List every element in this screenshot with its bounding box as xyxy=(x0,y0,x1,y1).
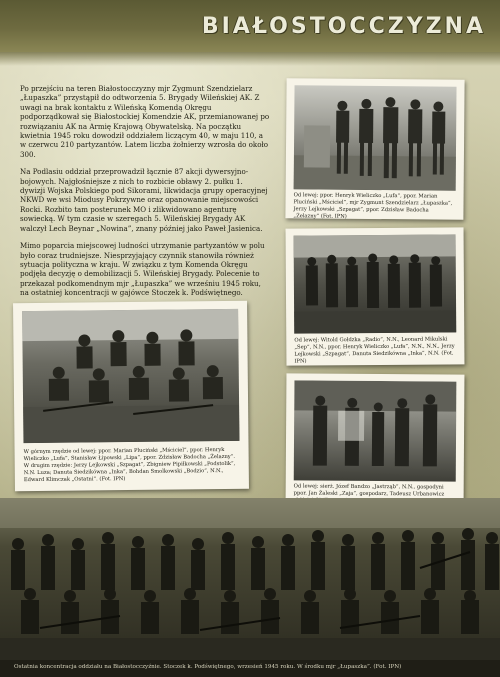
photo-caption-top-right: Od lewej: ppor. Henryk Wieliczko „Lufa”, ppor. Marian Pluciński „Mściciel”, mjr Zygmunt Szendzielarz „Łupaszka”, Jerzy Lejkowski „Szpagat”, ppor. Zdzisław Badocha „Żelazny” (Fot. IPN) xyxy=(293,192,453,220)
paragraph-2: Na Podlasiu oddział przeprowadził łącznie 87 akcji dywersyjno-bojowych. Najgłośniejsze z nich to rozbicie obławy 2. pułku 1. dywizji Wojska Polskiego pod Sikorami, likwidacja grupy operacyjnej NKWD we wsi Miodusy Pokrzywne oraz opanowanie miejscowości Rocki. Rozbito tam posterunek MO i zlikwidowano agenturę sowiecką. W tym czasie w szeregach 5. Wileńskiej Brygady AK walczył Lech Beynar „Nowina”, znany później jako Paweł Jasienica. xyxy=(20,167,268,233)
photo-partisans-standing xyxy=(294,85,457,190)
paragraph-1: Po przejściu na teren Białostocczyzny mjr Zygmunt Szendzielarz „Łupaszka” przystąpił do odtworzenia 5. Brygady Wileńskiej AK. Z uwagi na brak kontaktu z Wileńską Komendą Okręgu podporządkował się Białostockiej Komendzie AK, przemianowanej po rozwiązaniu AK na Armię Krajową Obywatelską. Na początku kwietnia 1945 roku dowodził oddziałem liczącym 40, w maju 110, a w czerwcu 210 partyzantów. Latem liczba żołnierzy wzrosła do około 300. xyxy=(20,84,270,159)
header-band xyxy=(0,0,500,52)
photo-caption-left: W górnym rzędzie od lewej: ppor. Marian Pluciński „Mściciel”, ppor. Henryk Wieliczko „Lufa”, Stanisław Łipowski „Lipa”, ppor. Zdzisław Badocha „Żelazny”. W drugim rzędzie: Jerzy Lejkowski „Szpagat”, Zbigniew Pipiłkowski „Podstolik”, N.N. Luza; Danuta Siedzikówna „Inka”, Bohdan Smolkowski „Bodzio”, N.N., Edward Klimczak „Ostatni”. (Fot. IPN) xyxy=(23,447,236,484)
photo-partisans-farm xyxy=(294,380,457,481)
photo-card-top-right xyxy=(285,78,464,220)
photo-card-lower-right xyxy=(286,373,465,510)
photo-card-left xyxy=(13,301,249,491)
photo-partisans-seated xyxy=(22,309,239,443)
photo-last-concentration xyxy=(0,498,500,660)
photo-caption-lower-right: Od lewej: sierż. Józef Bandzo „Jastrząb”, N.N., gospodyni ppor. Jan Żaleski „Zaja”, gospodarz, Tadeusz Urbanowicz xyxy=(293,483,445,498)
photo-card-middle-right xyxy=(286,227,465,365)
page-title: BIAŁOSTOCCZYZNA xyxy=(201,14,486,39)
paragraph-3: Mimo poparcia miejscowej ludności utrzymanie partyzantów w polu było coraz trudniejsze. Niesprzyjający czynnik stanowiła również sytuacja polityczna w kraju. W związku z tym Komenda Okręgu podjęła decyzję o demobilizacji 5. Wileńskiej Brygady. Polecenie to przekazał podkomendnym mjr „Łupaszka” we wrześniu 1945 roku, na ostatniej koncentracji w gajówce Stoczek k. Podświętnego. xyxy=(20,241,265,298)
article-text xyxy=(20,84,270,306)
footer-band xyxy=(0,660,500,677)
photo-partisans-group xyxy=(294,234,457,333)
photo-caption-middle-right: Od lewej: Witold Gołdzka „Radio”, N.N., Leonard Mikulski „Sep”, N.N., ppor. Henryk Wieliczko „Lufa”, N.N., N.N., Jerzy Lejkowski „Szpagat”, Danuta Siedzikówna „Inka”, N.N. (Fot. IPN) xyxy=(294,336,455,365)
photo-caption-bottom: Ostatnia koncentracja oddziału na Białostocczyźnie. Stoczek k. Podświętnego, wrzesień 1945 roku. W środku mjr „Łupaszka”. (Fot. IPN) xyxy=(14,664,402,670)
